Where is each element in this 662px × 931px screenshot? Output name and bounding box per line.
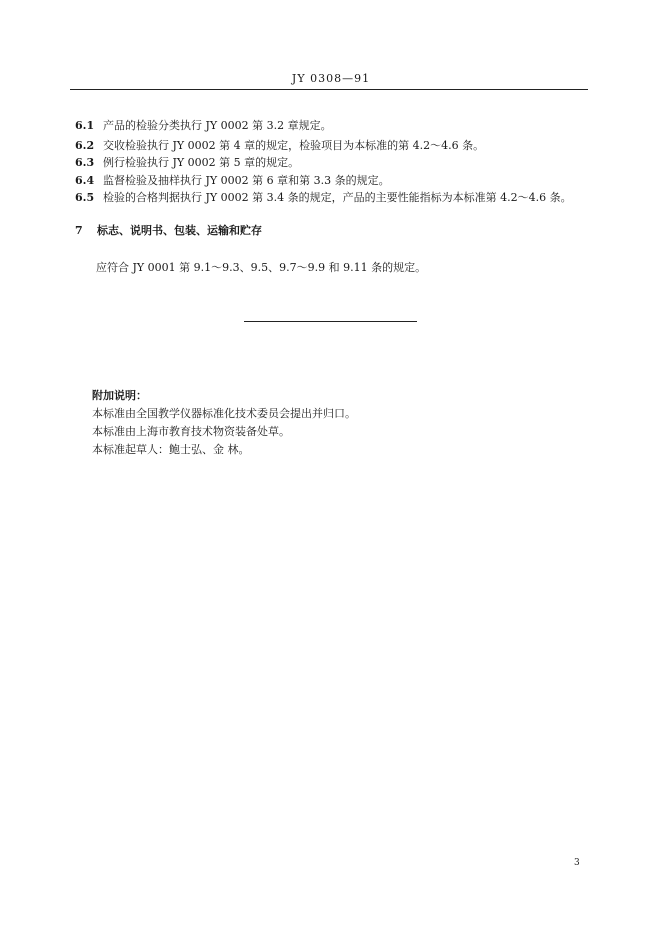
clause-text: 例行检验执行 JY 0002 第 5 章的规定。 [103, 156, 300, 169]
clause-number: 6.3 [75, 156, 95, 169]
clause-6-4 [75, 172, 390, 188]
end-of-standard-rule [244, 321, 417, 322]
clause-6-5 [75, 189, 572, 205]
clause-number: 6.5 [75, 191, 95, 204]
header-divider [70, 89, 588, 90]
section-title: 标志、说明书、包装、运输和贮存 [97, 224, 262, 237]
clause-text: 产品的检验分类执行 JY 0002 第 3.2 章规定。 [103, 119, 332, 132]
clause-6-1 [75, 117, 332, 133]
clause-number: 6.1 [75, 119, 95, 132]
clause-number: 6.4 [75, 174, 95, 187]
additional-note-line: 本标准由全国教学仪器标准化技术委员会提出并归口。 [92, 407, 356, 420]
clause-text: 检验的合格判据执行 JY 0002 第 3.4 条的规定，产品的主要性能指标为本标准第 4.2～4.6 条。 [103, 191, 572, 204]
additional-note-line: 本标准由上海市教育技术物资装备处草。 [92, 425, 290, 438]
section-7-body: 应符合 JY 0001 第 9.1～9.3、9.5、9.7～9.9 和 9.11 条的规定。 [96, 261, 427, 274]
clause-text: 监督检验及抽样执行 JY 0002 第 6 章和第 3.3 条的规定。 [103, 174, 390, 187]
clause-text: 交收检验执行 JY 0002 第 4 章的规定，检验项目为本标准的第 4.2～4.6 条。 [103, 139, 485, 152]
document-code-header: JY 0308—91 [291, 72, 371, 85]
additional-note-line: 本标准起草人：鲍士弘、金 林。 [92, 443, 250, 456]
section-number: 7 [75, 224, 83, 237]
clause-number: 6.2 [75, 139, 95, 152]
clause-6-2 [75, 137, 484, 153]
page-number: 3 [574, 858, 580, 868]
clause-6-3 [75, 154, 299, 170]
additional-notes-title: 附加说明： [92, 389, 147, 402]
section-7-heading [75, 222, 262, 238]
